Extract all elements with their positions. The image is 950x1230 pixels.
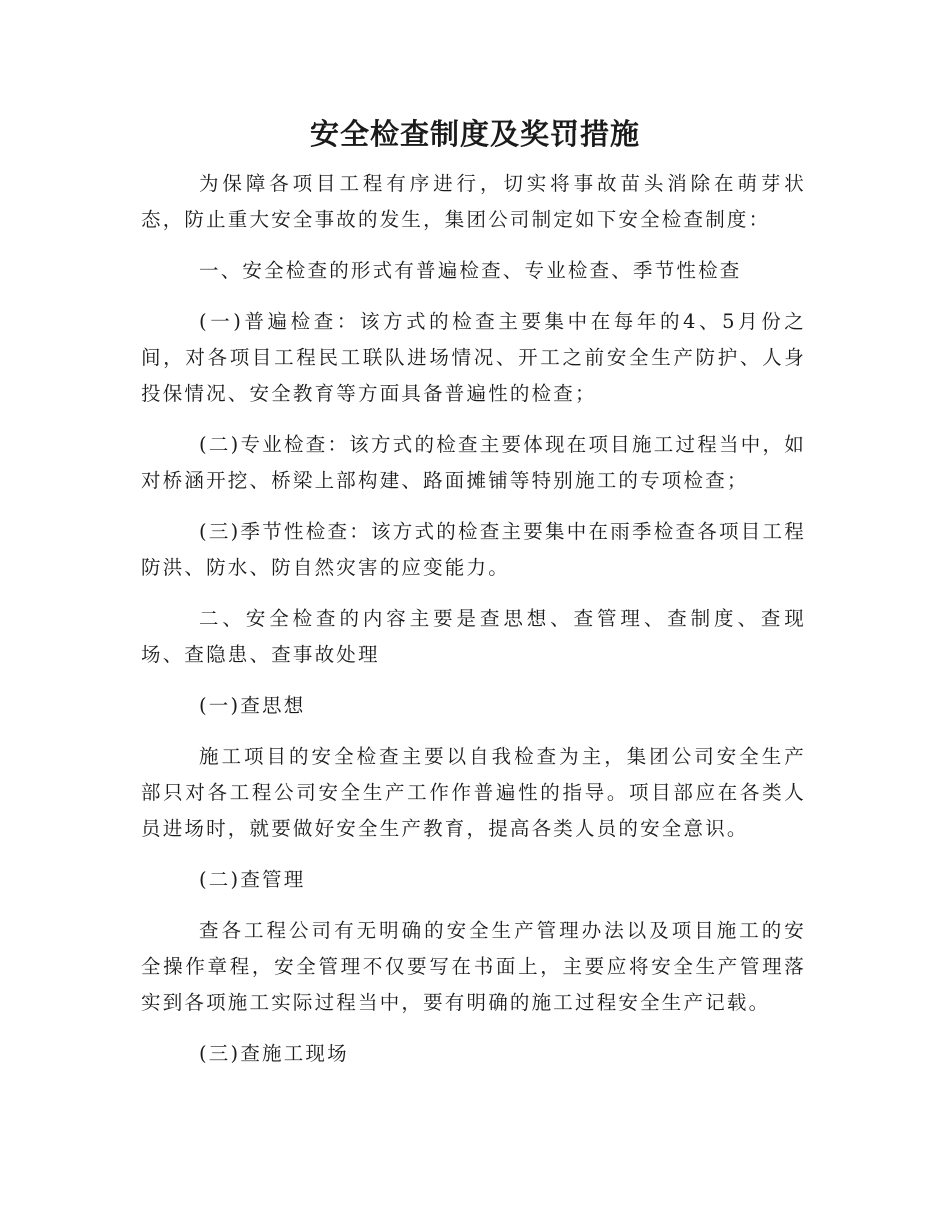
intro-paragraph: 为保障各项目工程有序进行，切实将事故苗头消除在萌芽状态，防止重大安全事故的发生，集团公司制定如下安全检查制度： [141, 172, 806, 231]
paragraph-check-thinking: 施工项目的安全检查主要以自我检查为主，集团公司安全生产部只对各工程公司安全生产工作作普遍性的指导。项目部应在各类人员进场时，就要做好安全生产教育，提高各类人员的安全意识。 [141, 745, 806, 840]
document-body [141, 166, 806, 1087]
subheading-check-site: (三)查施工现场 [199, 1042, 349, 1065]
section-heading-2: 二、安全检查的内容主要是查思想、查管理、查制度、查现场、查隐患、查事故处理 [141, 607, 806, 666]
paragraph-check-management: 查各工程公司有无明确的安全生产管理办法以及项目施工的安全操作章程，安全管理不仅要写在书面上，主要应将安全生产管理落实到各项施工实际过程当中，要有明确的施工过程安全生产记载。 [141, 919, 806, 1014]
subheading-check-thinking: (一)查思想 [199, 694, 306, 717]
subsection-special-inspection: (二)专业检查：该方式的检查主要体现在项目施工过程当中，如对桥涵开挖、桥梁上部构建、路面摊铺等特别施工的专项检查； [141, 433, 806, 492]
subsection-seasonal-inspection: (三)季节性检查：该方式的检查主要集中在雨季检查各项目工程防洪、防水、防自然灾害的应变能力。 [141, 520, 806, 579]
subheading-check-management: (二)查管理 [199, 868, 306, 891]
document-title: 安全检查制度及奖罚措施 [309, 117, 640, 151]
subsection-general-inspection: (一)普遍检查：该方式的检查主要集中在每年的4、5月份之间，对各项目工程民工联队进场情况、开工之前安全生产防护、人身投保情况、安全教育等方面具备普遍性的检查； [141, 310, 806, 405]
section-heading-1: 一、安全检查的形式有普遍检查、专业检查、季节性检查 [199, 259, 742, 282]
